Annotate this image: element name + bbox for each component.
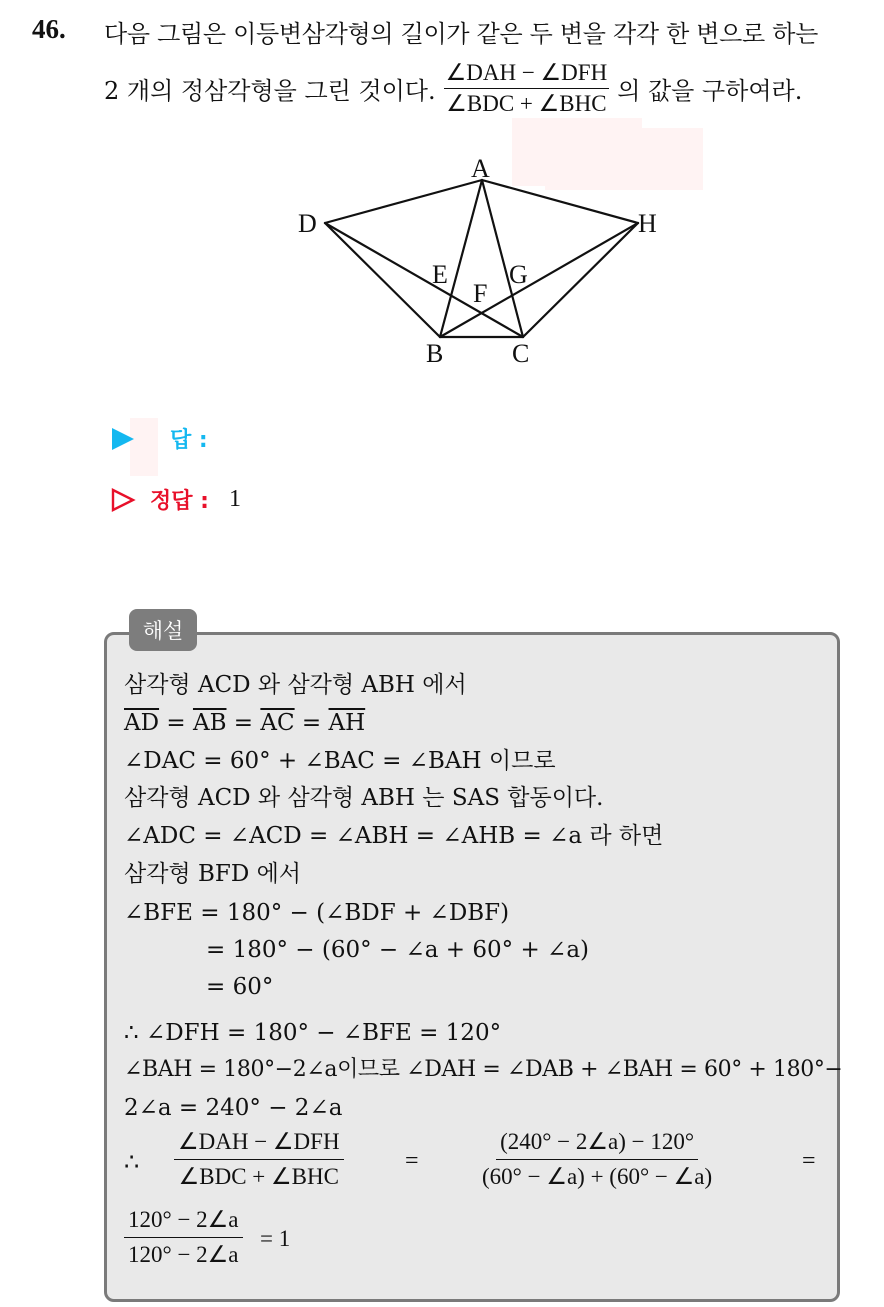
label-D: D [298, 209, 317, 238]
solution-fraction-2-denominator: (60° − ∠a) + (60° − ∠a) [482, 1164, 713, 1189]
solution-line-1: 삼각형 ACD 와 삼각형 ABH 에서 [124, 672, 467, 698]
solution-fraction-2-numerator: (240° − 2∠a) − 120° [496, 1128, 698, 1160]
solution-tab: 해설 [129, 609, 197, 651]
question-fraction [444, 60, 610, 117]
label-C: C [512, 339, 530, 368]
question-fraction-numerator: ∠DAH − ∠DFH [444, 60, 610, 89]
solution-line-5: ∠ADC = ∠ACD = ∠ABH = ∠AHB = ∠a 라 하면 [124, 823, 664, 849]
solution-fraction-3-numerator: 120° − 2∠a [124, 1206, 243, 1238]
final-result: = 1 [260, 1226, 291, 1251]
correct-answer-label: 정답 : [150, 489, 209, 514]
question-text-line2 [104, 58, 802, 118]
label-H: H [638, 209, 657, 238]
geometry-figure [290, 150, 670, 380]
solution-line-8: = 180° − (60° − ∠a + 60° + ∠a) [206, 937, 590, 963]
label-E: E [432, 260, 448, 289]
segment-AC-text: $\overline{AC}$ [260, 710, 295, 736]
equals-sign-2: = [802, 1148, 816, 1174]
solution-line-2-segments: $\overline{AD} = \overline{AB} = \overline{AC} = \overline{AH}$ [124, 710, 366, 736]
outline-triangle-icon [110, 487, 136, 513]
correct-answer-value: 1 [228, 486, 241, 512]
segment-AD [325, 180, 482, 223]
solution-line-9: = 60° [206, 974, 274, 1000]
solution-fraction-1-denominator: ∠BDC + ∠BHC [178, 1164, 339, 1189]
solution-fraction-1-numerator: ∠DAH − ∠DFH [174, 1128, 344, 1160]
question-text-before-fraction: 2 개의 정삼각형을 그린 것이다. [104, 76, 436, 105]
solution-fraction-3 [124, 1206, 243, 1269]
therefore-symbol: ∴ [124, 1150, 140, 1176]
correct-answer-row [110, 484, 241, 515]
filled-triangle-icon [110, 426, 136, 452]
question-number: 46. [32, 14, 66, 44]
label-A: A [471, 154, 490, 183]
solution-line-3: ∠DAC = 60° + ∠BAC = ∠BAH 이므로 [124, 748, 556, 774]
segment-AC [482, 180, 523, 337]
solution-line-11: ∠BAH = 180°−2∠a이므로 ∠DAH = ∠DAB + ∠BAH = 60° + 180°− [124, 1057, 843, 1082]
question-fraction-denominator: ∠BDC + ∠BHC [446, 90, 607, 116]
segment-AD-text: $\overline{AD}$ [124, 710, 160, 736]
segment-AH [482, 180, 638, 223]
question-text-after-fraction: 의 값을 구하여라. [617, 76, 803, 105]
solution-line-12: 2∠a = 240° − 2∠a [124, 1095, 343, 1121]
question-text-line1: 다음 그림은 이등변삼각형의 길이가 같은 두 변을 각각 한 변으로 하는 [104, 20, 819, 48]
label-G: G [509, 260, 528, 289]
solution-line-4: 삼각형 ACD 와 삼각형 ABH 는 SAS 합동이다. [124, 785, 604, 811]
label-B: B [426, 339, 444, 368]
solution-fraction-1 [174, 1128, 344, 1191]
segment-AB [440, 180, 482, 337]
equals-sign-1: = [405, 1148, 419, 1174]
solution-line-7: ∠BFE = 180° − (∠BDF + ∠DBF) [124, 900, 510, 926]
solution-fraction-3-denominator: 120° − 2∠a [128, 1242, 239, 1267]
label-F: F [473, 279, 488, 308]
solution-line-6: 삼각형 BFD 에서 [124, 861, 302, 887]
student-answer-label: 답 : [170, 428, 208, 453]
student-answer-row [110, 423, 208, 454]
segment-AB-text: $\overline{AB}$ [192, 710, 227, 736]
solution-fraction-2 [478, 1128, 716, 1191]
segment-AH-text: $\overline{AH}$ [328, 710, 366, 736]
solution-line-10: ∴ ∠DFH = 180° − ∠BFE = 120° [124, 1020, 502, 1046]
